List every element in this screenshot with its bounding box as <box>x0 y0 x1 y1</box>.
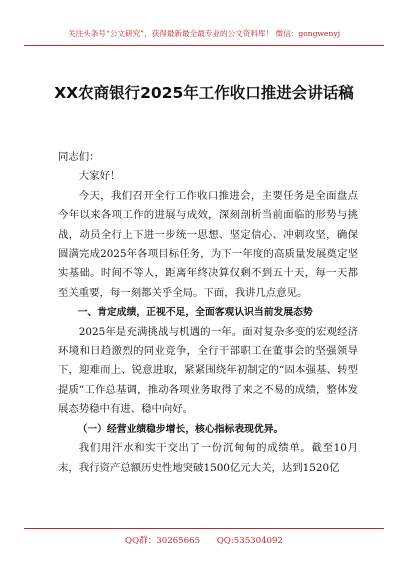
greeting: 大家好！ <box>78 170 121 183</box>
paragraph-2: 2025年是充满挑战与机遇的一年。面对复杂多变的宏观经济环境和日趋激烈的同业竞争，全行干部职工在董事会的坚强领导下，迎难而上、锐意进取，紧紧围绕年初制定的“固本强基、转型提质”工作总基调，推动各项业务取得了来之不易的成绩，整体发展态势稳中有进、稳中向好。 <box>58 325 358 416</box>
salutation: 同志们： <box>58 151 100 163</box>
subsection-heading-1: （一）经营业绩稳步增长，核心指标表现优异。 <box>77 423 284 435</box>
footer-divider <box>24 528 384 529</box>
header-banner: 关注头条号“公文研究”，获得最新最全最专业的公文资料库！ 微信：gongwenyj <box>67 29 341 38</box>
paragraph-3: 我们用汗水和实干交出了一份沉甸甸的成绩单。截至10月末，我行资产总额历史性地突破1500亿元大关，达到1520亿 <box>58 442 358 474</box>
section-heading-1: 一、肯定成绩，正视不足，全面客观认识当前发展态势 <box>77 307 313 319</box>
header-divider <box>24 45 384 46</box>
document-body <box>58 148 358 478</box>
paragraph-intro: 今天，我们召开全行工作收口推进会，主要任务是全面盘点今年以来各项工作的进展与成效，深刻剖析当前面临的形势与挑战，动员全行上下进一步统一思想、坚定信心、冲刺攻坚，确保圆满完成2025年各项目标任务，为下一年度的高质量发展奠定坚实基础。时间不等人，距离年终决算仅剩不到五十天，每一天都至关重要，每一刻都关乎全局。下面，我讲几点意见。 <box>58 189 358 299</box>
footer-contact: QQ群：30265665 QQ:535304092 <box>125 536 283 546</box>
document-title: XX农商银行2025年工作收口推进会讲话稿 <box>54 84 354 102</box>
